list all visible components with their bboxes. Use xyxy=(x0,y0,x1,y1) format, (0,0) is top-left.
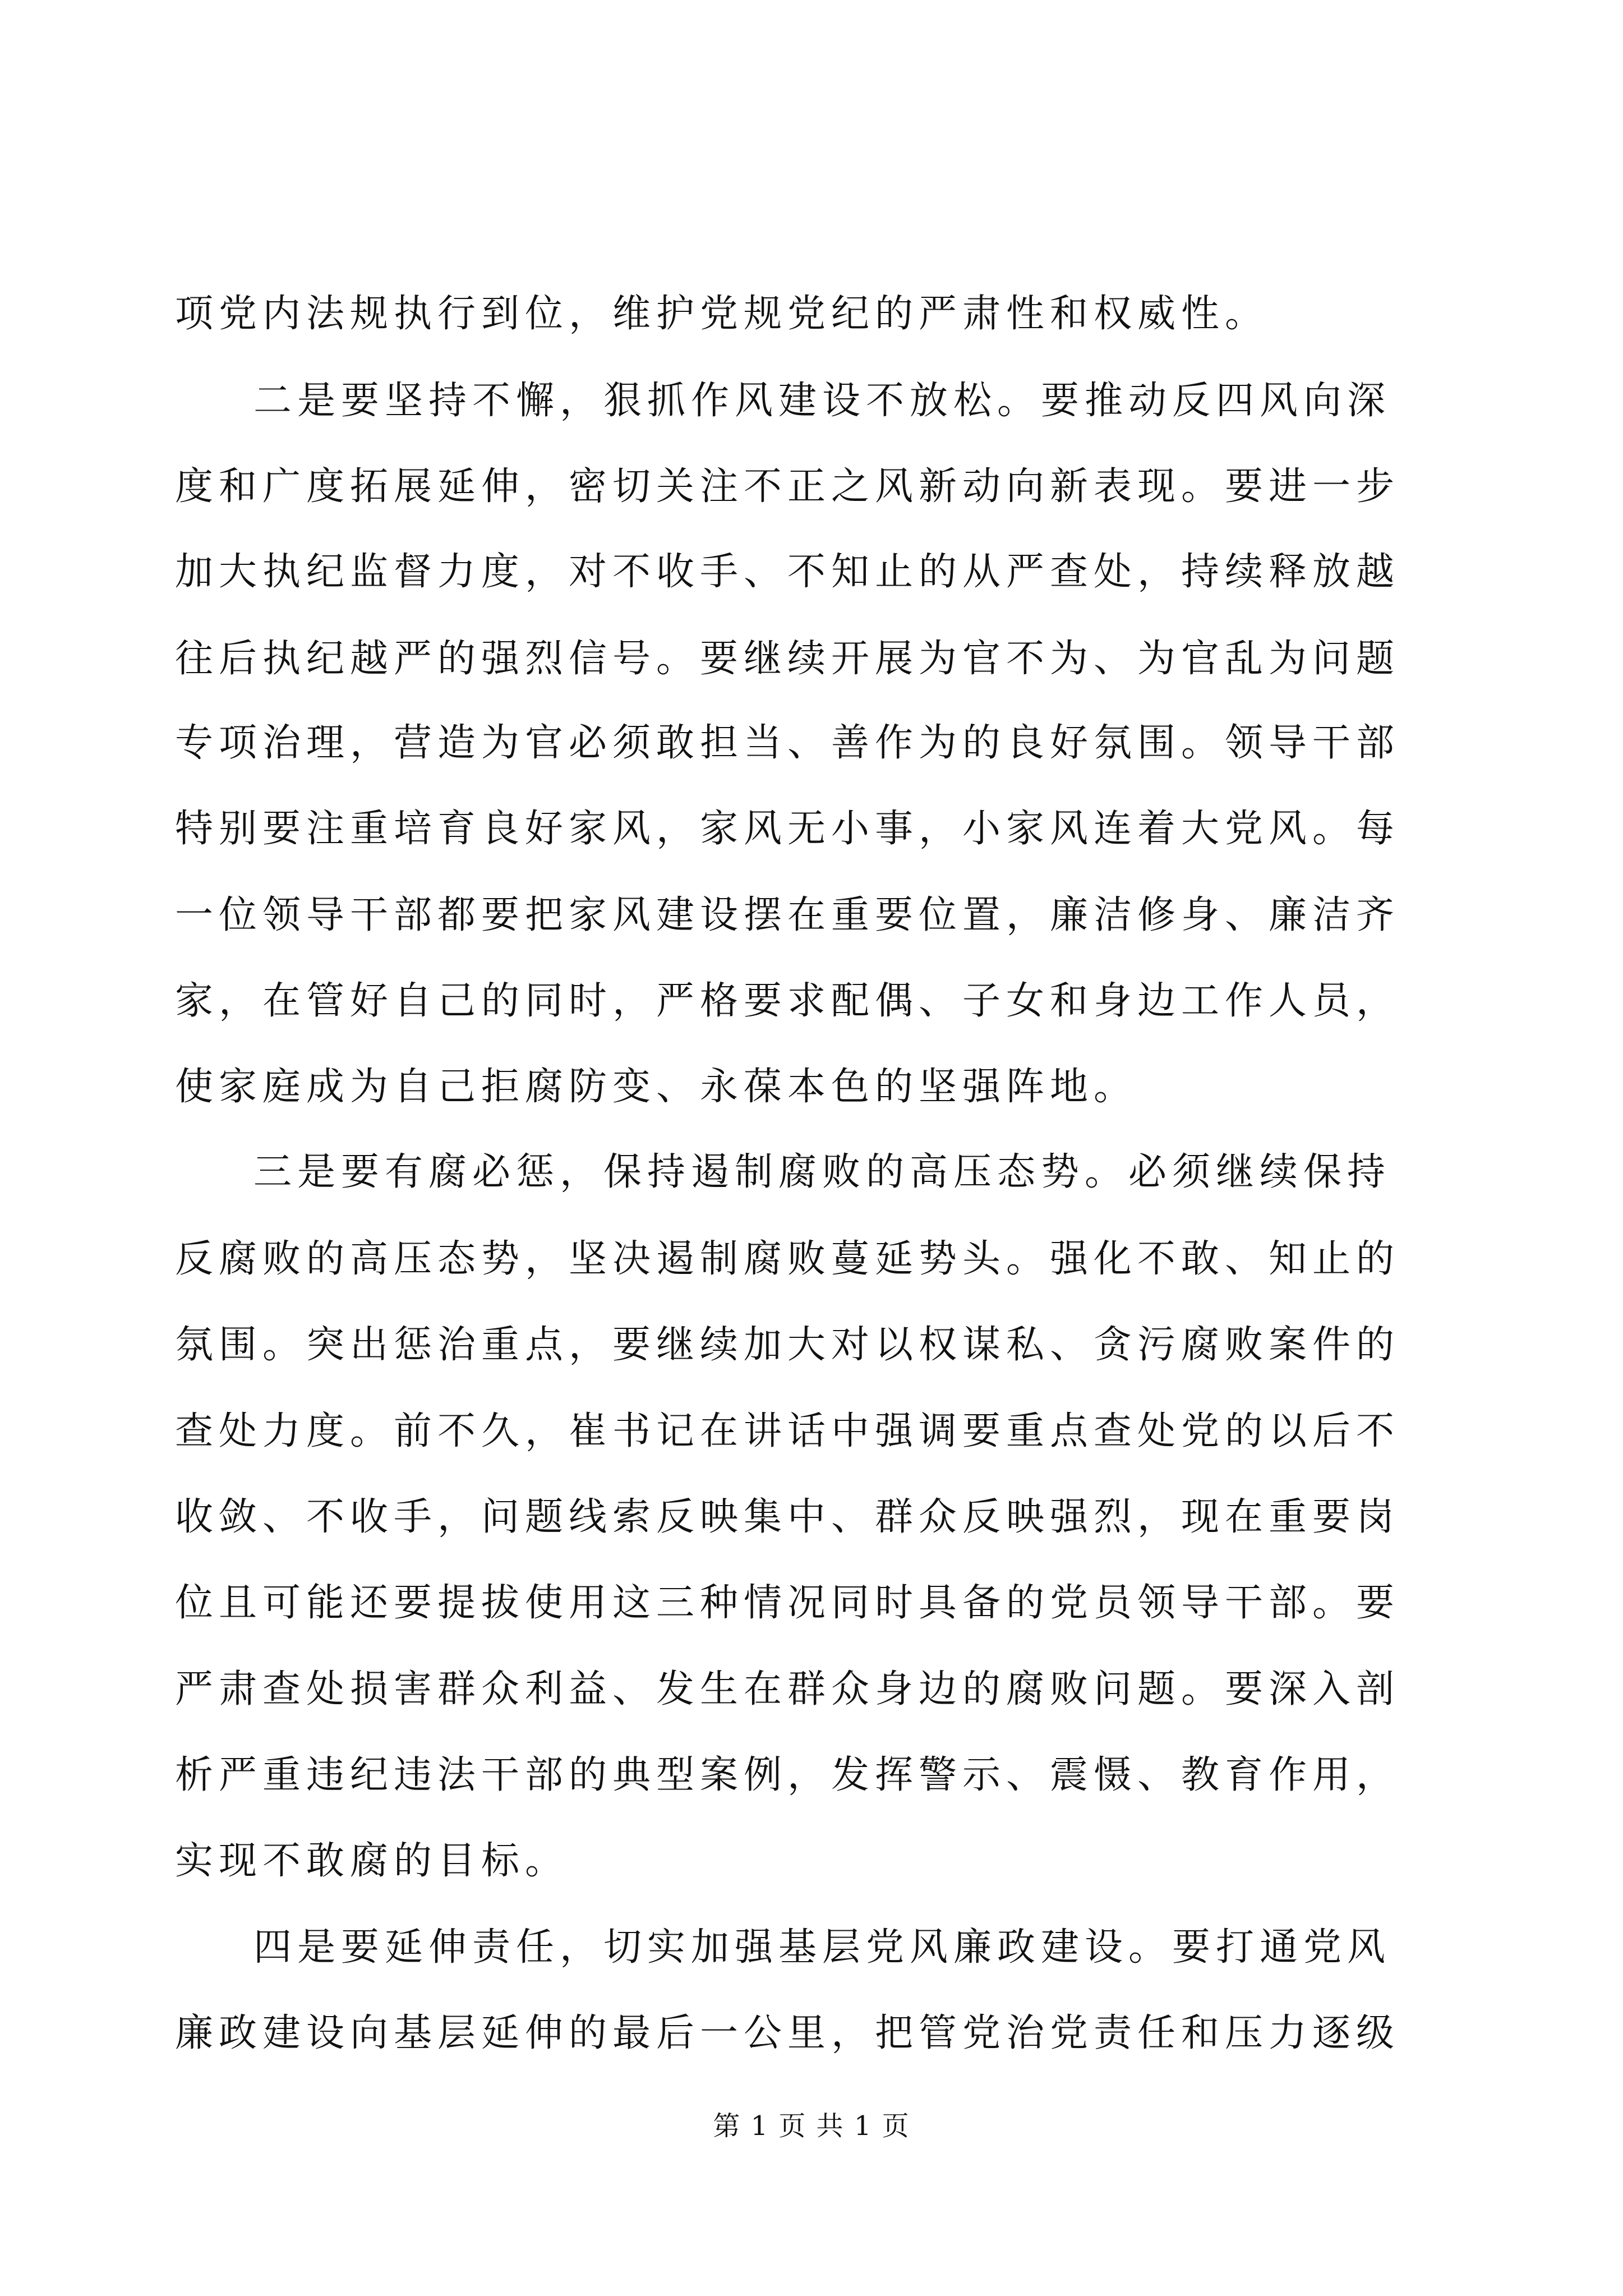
paragraph-line: 三是要有腐必惩，保持遏制腐败的高压态势。必须继续保持 xyxy=(253,1150,1391,1194)
paragraph-line: 专项治理，营造为官必须敢担当、善作为的良好氛围。领导干部 xyxy=(175,721,1400,765)
paragraph-line: 氛围。突出惩治重点，要继续加大对以权谋私、贪污腐败案件的 xyxy=(175,1323,1400,1367)
paragraph-line: 家，在管好自己的同时，严格要求配偶、子女和身边工作人员， xyxy=(175,979,1400,1023)
paragraph-line: 项党内法规执行到位，维护党规党纪的严肃性和权威性。 xyxy=(175,292,1269,336)
page-footer: 第 1 页 共 1 页 xyxy=(713,2110,910,2142)
paragraph-line: 四是要延伸责任，切实加强基层党风廉政建设。要打通党风 xyxy=(253,1925,1391,1970)
paragraph-line: 廉政建设向基层延伸的最后一公里，把管党治党责任和压力逐级 xyxy=(175,2011,1400,2055)
paragraph-line: 查处力度。前不久，崔书记在讲话中强调要重点查处党的以后不 xyxy=(175,1409,1400,1453)
paragraph-line: 度和广度拓展延伸，密切关注不正之风新动向新表现。要进一步 xyxy=(175,464,1400,509)
paragraph-line: 二是要坚持不懈，狠抓作风建设不放松。要推动反四风向深 xyxy=(253,379,1391,423)
paragraph-line: 特别要注重培育良好家风，家风无小事，小家风连着大党风。每 xyxy=(175,807,1400,851)
paragraph-line: 往后执纪越严的强烈信号。要继续开展为官不为、为官乱为问题 xyxy=(175,637,1400,681)
paragraph-line: 位且可能还要提拔使用这三种情况同时具备的党员领导干部。要 xyxy=(175,1581,1400,1625)
paragraph-line: 收敛、不收手，问题线索反映集中、群众反映强烈，现在重要岗 xyxy=(175,1495,1400,1539)
paragraph-line: 使家庭成为自己拒腐防变、永葆本色的坚强阵地。 xyxy=(175,1065,1138,1109)
paragraph-line: 析严重违纪违法干部的典型案例，发挥警示、震慑、教育作用， xyxy=(175,1753,1400,1797)
paragraph-line: 实现不敢腐的目标。 xyxy=(175,1839,569,1883)
paragraph-line: 反腐败的高压态势，坚决遏制腐败蔓延势头。强化不敢、知止的 xyxy=(175,1237,1400,1281)
paragraph-line: 严肃查处损害群众利益、发生在群众身边的腐败问题。要深入剖 xyxy=(175,1667,1400,1711)
paragraph-line: 一位领导干部都要把家风建设摆在重要位置，廉洁修身、廉洁齐 xyxy=(175,893,1400,937)
paragraph-line: 加大执纪监督力度，对不收手、不知止的从严查处，持续释放越 xyxy=(175,550,1400,594)
